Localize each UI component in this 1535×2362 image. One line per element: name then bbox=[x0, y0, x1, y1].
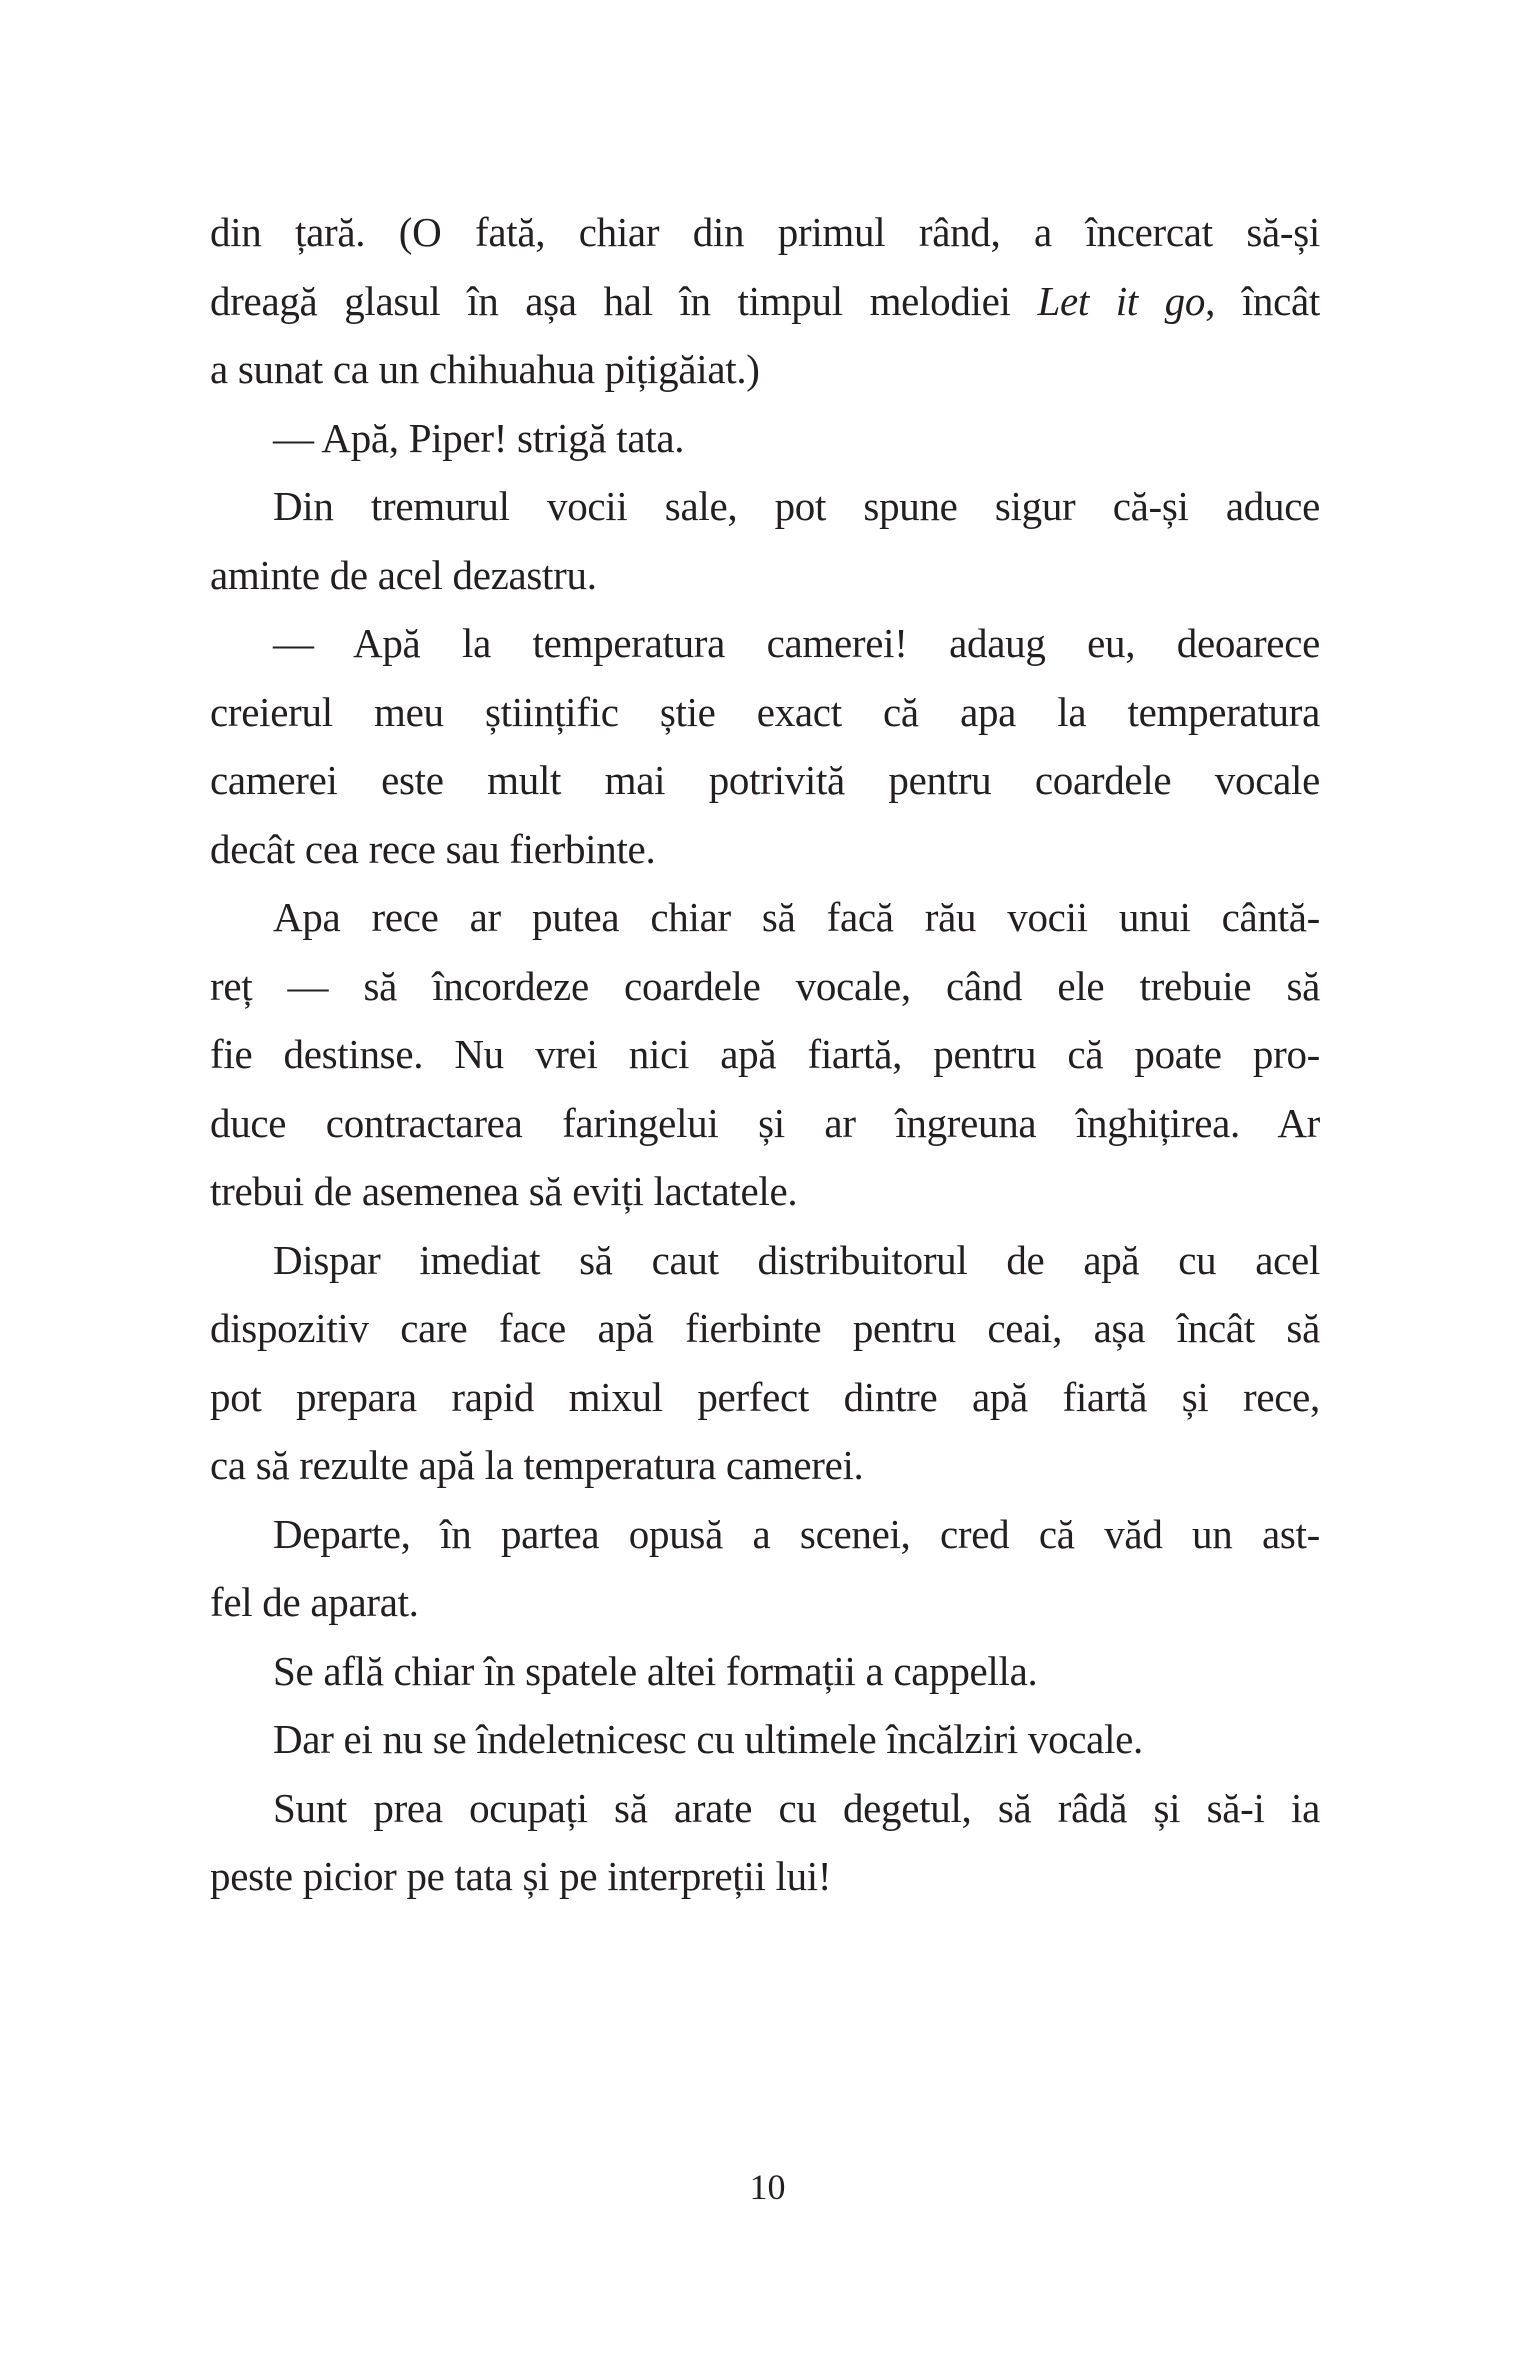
text-line: camerei este mult mai potrivită pentru coardele vocale bbox=[210, 757, 1320, 803]
text-line: Dar ei nu se îndeletnicesc cu ultimele încălziri vocale. bbox=[273, 1716, 1144, 1762]
text-line: din țară. (O fată, chiar din primul rând, a încercat să-și bbox=[210, 209, 1320, 255]
text-segment: dreagă glasul în așa hal în timpul melodiei bbox=[210, 277, 1038, 324]
text-line: — Apă, Piper! strigă tata. bbox=[273, 414, 685, 461]
text-line: trebui de asemenea să eviți lactatele. bbox=[210, 1168, 798, 1214]
page-number: 10 bbox=[749, 2167, 786, 2207]
text-line: Se află chiar în spatele altei formații a cappella. bbox=[273, 1647, 1038, 1694]
text-line: peste picior pe tata și pe interpreții lui! bbox=[210, 1853, 832, 1899]
text-line: Sunt prea ocupați să arate cu degetul, să râdă și să-i ia bbox=[273, 1784, 1320, 1831]
text-line: pot prepara rapid mixul perfect dintre apă fiartă și rece, bbox=[210, 1373, 1320, 1420]
text-line: fel de aparat. bbox=[210, 1579, 419, 1625]
text-line: creierul meu științific știe exact că apa la temperatura bbox=[210, 688, 1320, 735]
text-line: duce contractarea faringelui și ar îngreuna înghițirea. Ar bbox=[210, 1099, 1320, 1146]
text-line bbox=[210, 271, 1320, 331]
text-line: Din tremurul vocii sale, pot spune sigur că-și aduce bbox=[273, 483, 1320, 529]
text-line: Dispar imediat să caut distribuitorul de apă cu acel bbox=[273, 1236, 1320, 1283]
text-line: dispozitiv care face apă fierbinte pentru ceai, așa încât să bbox=[210, 1305, 1320, 1351]
text-line: Departe, în partea opusă a scenei, cred că văd un ast- bbox=[273, 1510, 1320, 1557]
text-line: decât cea rece sau fierbinte. bbox=[210, 825, 656, 872]
text-line: a sunat ca un chihuahua pițigăiat.) bbox=[210, 346, 760, 392]
text-line: — Apă la temperatura camerei! adaug eu, deoarece bbox=[273, 620, 1320, 666]
italic-title: Let it go bbox=[1037, 277, 1206, 324]
text-line: fie destinse. Nu vrei nici apă fiartă, pentru că poate pro- bbox=[210, 1031, 1320, 1077]
text-segment: , încât bbox=[1205, 277, 1321, 324]
text-line: reț — să încordeze coardele vocale, când ele trebuie să bbox=[210, 962, 1320, 1009]
text-line: aminte de acel dezastru. bbox=[210, 551, 597, 598]
text-line: ca să rezulte apă la temperatura camerei. bbox=[210, 1442, 864, 1488]
text-line: Apa rece ar putea chiar să facă rău vocii unui cântă- bbox=[273, 894, 1320, 940]
